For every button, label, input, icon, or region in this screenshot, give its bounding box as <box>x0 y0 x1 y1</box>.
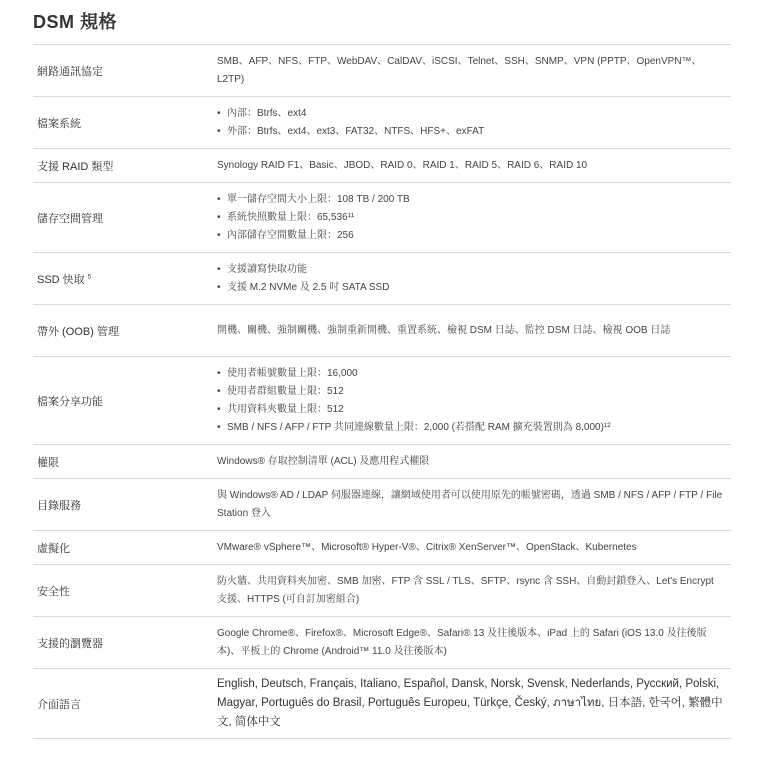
list-item: • 支援 M.2 NVMe 及 2.5 吋 SATA SSD <box>217 281 390 293</box>
spec-value: 防火牆、共用資料夾加密、SMB 加密、FTP 含 SSL / TLS、SFTP、rsync 含 SSH、自動封鎖登入、Let's Encrypt 支援、HTTPS (可自訂加密組合) <box>217 575 714 605</box>
spec-value <box>217 99 731 147</box>
spec-value: VMware® vSphere™、Microsoft® Hyper-V®、Citrix® XenServer™、OpenStack、Kubernetes <box>217 541 637 553</box>
spec-label: 檔案分享功能 <box>37 395 103 408</box>
spec-row-directory <box>33 479 731 531</box>
list-item: • 系統快照數量上限：65,536¹¹ <box>217 211 355 223</box>
list-item: • 支援讀寫快取功能 <box>217 263 307 275</box>
spec-label: 安全性 <box>37 585 70 598</box>
spec-row-protocols <box>33 45 731 97</box>
spec-label: 帶外 (OOB) 管理 <box>37 325 119 338</box>
spec-row-languages <box>33 669 731 739</box>
list-item: • 內部儲存空間數量上限：256 <box>217 229 354 241</box>
list-item: • 共用資料夾數量上限：512 <box>217 403 344 415</box>
spec-value <box>217 185 731 251</box>
spec-label: SSD 快取 $^5$ <box>37 273 92 286</box>
list-item: • 外部：Btrfs、ext4、ext3、FAT32、NTFS、HFS+、exFAT <box>217 125 485 137</box>
footnote-mark: 5 <box>87 273 92 280</box>
spec-value: Windows® 存取控制清單 (ACL) 及應用程式權限 <box>217 455 430 467</box>
spec-label: 儲存空間管理 <box>37 212 103 225</box>
spec-value: Google Chrome®、Firefox®、Microsoft Edge®、Safari® 13 及往後版本、iPad 上的 Safari (iOS 13.0 及往後版本)、平板上的 Chrome (Android™ 11.0 及往後版本) <box>217 627 707 657</box>
spec-row-oob <box>33 305 731 357</box>
spec-row-permissions <box>33 445 731 479</box>
spec-value: English, Deutsch, Français, Italiano, Español, Dansk, Norsk, Svensk, Nederlands, Русский, Polski, Magyar, Português do Brasil, Português Europeu, Türkçe, Český, ภาษาไทย, 日本語, 한국어, 繁體中文, 简体中文 <box>217 678 723 728</box>
spec-value: 開機、關機、強制關機、強制重新開機、重置系統、檢視 DSM 日誌、監控 DSM 日誌、檢視 OOB 日誌 <box>217 324 671 336</box>
list-item: • 內部：Btrfs、ext4 <box>217 107 307 119</box>
spec-value: 與 Windows® AD / LDAP 伺服器連線，讓網域使用者可以使用原先的帳號密碼，透過 SMB / NFS / AFP / FTP / File Station 登入 <box>217 489 723 519</box>
spec-label: 網路通訊協定 <box>37 65 103 78</box>
spec-row-browsers <box>33 617 731 669</box>
spec-value <box>217 359 731 443</box>
spec-value: Synology RAID F1、Basic、JBOD、RAID 0、RAID 1、RAID 5、RAID 6、RAID 10 <box>217 159 588 171</box>
spec-row-file-system <box>33 97 731 149</box>
page-title: DSM 規格 <box>33 12 117 32</box>
spec-row-virtualization <box>33 531 731 565</box>
spec-row-storage <box>33 183 731 253</box>
spec-row-file-sharing <box>33 357 731 445</box>
spec-row-security <box>33 565 731 617</box>
spec-label: 檔案系統 <box>37 117 81 130</box>
spec-label: 虛擬化 <box>37 542 70 555</box>
spec-label: 目錄服務 <box>37 499 81 512</box>
list-item: • 單一儲存空間大小上限：108 TB / 200 TB <box>217 193 410 205</box>
spec-value <box>217 255 731 303</box>
spec-value: SMB、AFP、NFS、FTP、WebDAV、CalDAV、iSCSI、Telnet、SSH、SNMP、VPN (PPTP、OpenVPN™、L2TP) <box>217 55 702 85</box>
list-item: • 使用者群組數量上限：512 <box>217 385 344 397</box>
spec-row-ssd-cache <box>33 253 731 305</box>
spec-label: 支援 RAID 類型 <box>37 160 114 173</box>
spec-label: 權限 <box>37 456 59 469</box>
spec-label: 支援的瀏覽器 <box>37 637 103 650</box>
spec-row-raid <box>33 149 731 183</box>
list-item: • 使用者帳號數量上限：16,000 <box>217 367 358 379</box>
spec-table <box>33 44 731 739</box>
list-item: • SMB / NFS / AFP / FTP 共同連線數量上限：2,000 (若搭配 RAM 擴充裝置則為 8,000)¹² <box>217 421 611 433</box>
spec-label: 介面語言 <box>37 698 81 711</box>
